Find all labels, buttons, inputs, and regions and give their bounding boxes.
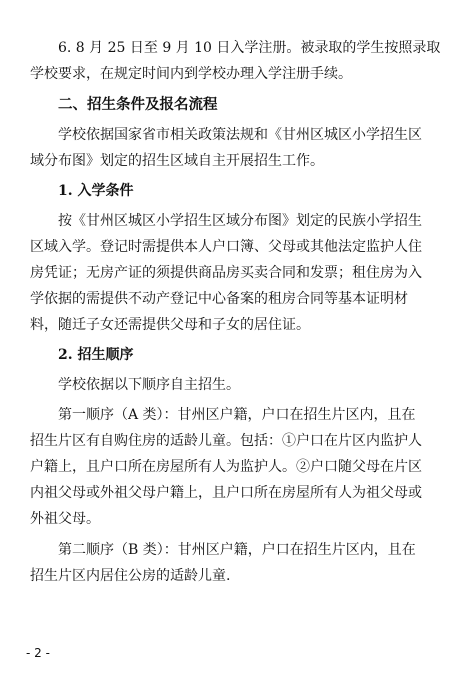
paragraph-registration-line-1: 6. 8 月 25 日至 9 月 10 日入学注册。被录取的学生按照录取 <box>58 40 441 56</box>
paragraph-first-order-line-2: 招生片区有自购住房的适龄儿童。包括：①户口在片区内监护人 <box>30 433 422 449</box>
paragraph-policy-line-2: 域分布图》划定的招生区域自主开展招生工作。 <box>30 153 324 169</box>
page-number: - 2 - <box>26 646 50 660</box>
paragraph-first-order-line-1: 第一顺序（A 类）：甘州区户籍，户口在招生片区内，且在 <box>58 407 416 423</box>
paragraph-conditions-line-4: 学依据的需提供不动产登记中心备案的租房合同等基本证明材 <box>30 291 408 307</box>
paragraph-order-intro: 学校依据以下顺序自主招生。 <box>58 377 240 393</box>
paragraph-second-order-line-2: 招生片区内居住公房的适龄儿童. <box>30 568 231 584</box>
subheading-admission-order: 2. 招生顺序 <box>58 347 134 363</box>
paragraph-registration-line-2: 学校要求，在规定时间内到学校办理入学注册手续。 <box>30 66 352 82</box>
paragraph-second-order-line-1: 第二顺序（B 类）：甘州区户籍，户口在招生片区内，且在 <box>58 542 416 558</box>
paragraph-policy-line-1: 学校依据国家省市相关政策法规和《甘州区城区小学招生区 <box>58 127 422 143</box>
paragraph-conditions-line-5: 料，随迁子女还需提供父母和子女的居住证。 <box>30 317 310 333</box>
paragraph-first-order-line-5: 外祖父母。 <box>30 511 100 527</box>
paragraph-first-order-line-4: 内祖父母或外祖父母户籍上，且户口所在房屋所有人为祖父母或 <box>30 485 422 501</box>
subheading-enrollment-conditions: 1. 入学条件 <box>58 183 134 199</box>
section-heading-conditions: 二、招生条件及报名流程 <box>58 97 218 113</box>
paragraph-conditions-line-3: 房凭证；无房产证的须提供商品房买卖合同和发票；租住房为入 <box>30 265 422 281</box>
paragraph-first-order-line-3: 户籍上，且户口所在房屋所有人为监护人。②户口随父母在片区 <box>30 459 422 475</box>
paragraph-conditions-line-1: 按《甘州区城区小学招生区域分布图》划定的民族小学招生 <box>58 213 422 229</box>
paragraph-conditions-line-2: 区域入学。登记时需提供本人户口簿、父母或其他法定监护人住 <box>30 239 422 255</box>
